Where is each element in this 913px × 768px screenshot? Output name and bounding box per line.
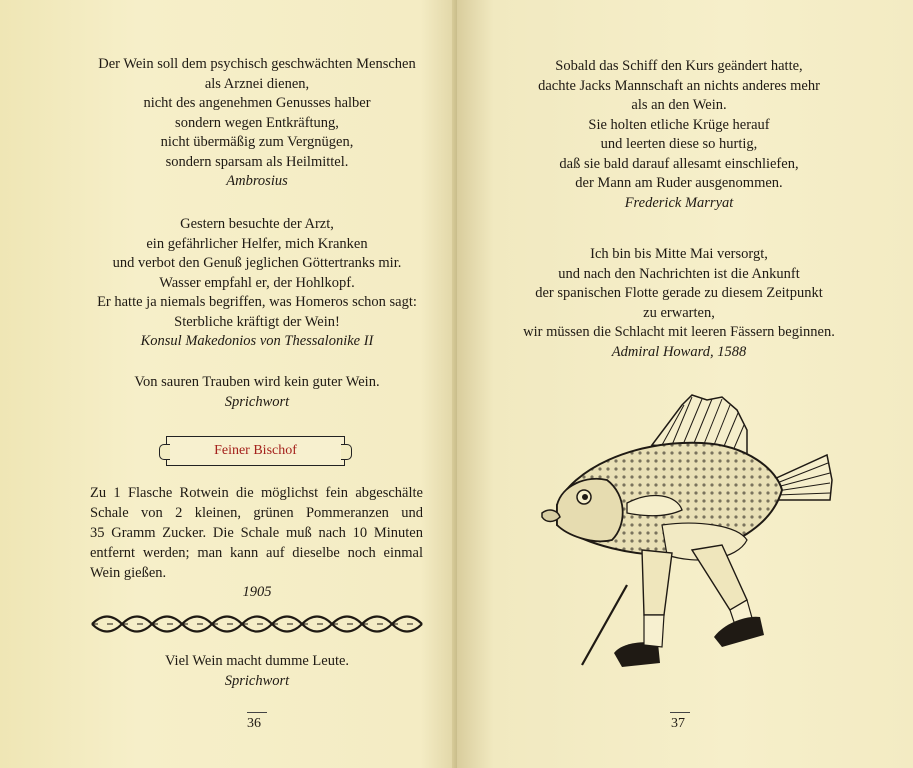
quote-line: sondern wegen Entkräftung, [175, 114, 339, 131]
fish-man-illustration [532, 385, 837, 675]
braid-ornament [90, 612, 425, 636]
quote-line: ein gefährlicher Helfer, mich Kranken [146, 235, 368, 252]
recipe-title-label [166, 436, 345, 466]
quote-attribution: Ambrosius [226, 173, 288, 189]
quote-line: Er hatte ja niemals begriffen, was Homeros schon sagt: [97, 294, 417, 310]
page-number-rule [670, 712, 690, 713]
recipe-text [90, 483, 423, 583]
quote-line: und nach den Nachrichten ist die Ankunft [558, 265, 800, 282]
quote-line: wir müssen die Schlacht mit leeren Fässern beginnen. [523, 324, 835, 340]
quote-ambrosius [60, 55, 454, 192]
quote-line: Sie holten etliche Krüge herauf [588, 116, 770, 133]
quote-line: Von sauren Trauben wird kein guter Wein. [134, 374, 380, 390]
quote-sprichwort-2 [55, 652, 459, 691]
quote-attribution: Sprichwort [224, 672, 290, 689]
quote-attribution: Frederick Marryat [624, 194, 734, 211]
quote-line: daß sie bald darauf allesamt einschliefen, [559, 155, 799, 172]
quote-attribution: Admiral Howard, 1588 [611, 343, 747, 360]
page-number-rule [247, 712, 267, 713]
quote-line: sondern sparsam als Heilmittel. [165, 153, 349, 170]
quote-line: Wasser empfahl er, der Hohlkopf. [159, 274, 355, 291]
page-number: 37 [671, 716, 685, 731]
quote-line: Gestern besuchte der Arzt, [180, 216, 334, 232]
quote-line: Ich bin bis Mitte Mai versorgt, [590, 246, 768, 262]
quote-line: der spanischen Flotte gerade zu diesem Zeitpunkt [535, 285, 823, 301]
quote-line: nicht des angenehmen Genusses halber [143, 95, 371, 111]
quote-makedonios [55, 215, 459, 352]
quote-line: und leerten diese so hurtig, [600, 136, 758, 152]
quote-sprichwort-1 [55, 373, 459, 412]
recipe-title: Feiner Bischof [214, 443, 297, 458]
right-page [457, 0, 913, 768]
recipe-line: entfernt werden; man kann auf dieselbe noch einmal [90, 545, 423, 561]
quote-line: nicht übermäßig zum Vergnügen, [160, 134, 354, 150]
quote-line: dachte Jacks Mannschaft an nichts anderes mehr [538, 77, 820, 94]
quote-line: der Mann am Ruder ausgenommen. [575, 175, 783, 191]
recipe-line: 35 Gramm Zucker. Die Schale muß nach 10 Minuten [90, 525, 423, 541]
quote-line: Der Wein soll dem psychisch geschwächten Menschen [98, 56, 416, 72]
recipe-line: Schale von 2 kleinen, grünen Pommeranzen und [90, 505, 423, 521]
quote-line: und verbot den Genuß jeglichen Göttertranks mir. [112, 255, 402, 271]
quote-marryat [477, 57, 881, 213]
quote-line: zu erwarten, [643, 304, 715, 321]
recipe-year: 1905 [242, 584, 272, 600]
recipe-line: Zu 1 Flasche Rotwein die möglichst fein abgeschälte [90, 485, 423, 501]
quote-line: Sobald das Schiff den Kurs geändert hatte, [555, 58, 803, 74]
quote-line: als Arznei dienen, [204, 75, 310, 92]
quote-line: Sterbliche kräftigt der Wein! [174, 313, 340, 330]
page-number: 36 [247, 716, 261, 731]
quote-attribution: Konsul Makedonios von Thessalonike II [140, 333, 374, 349]
quote-line: als an den Wein. [631, 97, 727, 113]
quote-line: Viel Wein macht dumme Leute. [164, 653, 350, 669]
quote-howard [477, 245, 881, 362]
quote-attribution: Sprichwort [224, 393, 290, 410]
recipe-line: Wein gießen. [90, 565, 167, 581]
